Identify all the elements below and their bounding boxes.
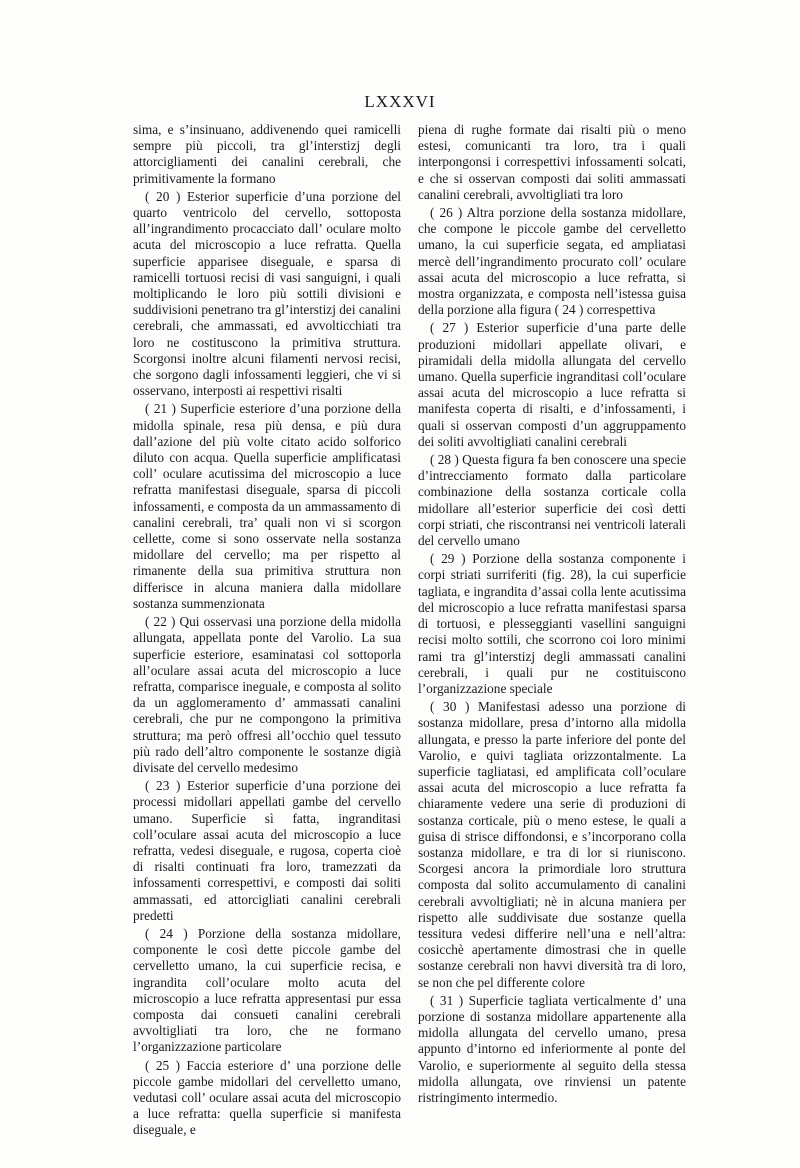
- paragraph: ( 24 ) Porzione della sostanza midollare, componente le così dette piccole gambe del cervelletto umano, la cui superficie recisa, e ingrandita coll’oculare molto acuta del microscopio a luce refratta appresentasi pur essa composta dai consueti canalini cerebrali avvoltigliati tra loro, che ne formano l’organizzazione particolare: [133, 925, 401, 1055]
- paragraph: ( 30 ) Manifestasi adesso una porzione di sostanza midollare, presa d’intorno alla midolla allungata, e presso la parte inferiore del ponte del Varolio, e quivi tagliata orizzontalmente. La superficie tagliatasi, ed amplificata coll’oculare assai acuta del microscopio a luce refratta fa chiaramente vedere una serie di produzioni di sostanza corticale, più o meno estese, le quali a guisa di strisce diffondonsi, e s’incorporano colla sostanza midollare, e tra di lor si riuniscono. Scorgesi ancora la primordiale loro struttura composta dal solito accumulamento di canalini cerebrali avvoltigliati; nè in alcuna maniera per rispetto alle suddivisate due sostanze quella tessitura vedesi differire nell’una e nell’altra: cosicchè apertamente dimostrasi che in quelle sostanze cerebrali non havvi diversità tra di loro, se non che pel differente colore: [418, 699, 686, 990]
- paragraph: ( 26 ) Altra porzione della sostanza midollare, che compone le piccole gambe del cervelletto umano, la cui superficie segata, ed ampliatasi mercè dell’ingrandimento procurato coll’ oculare assai acuta del microscopio a luce refratta, si mostra organizzata, e composta nell’istessa guisa della porzione alla figura ( 24 ) correspettiva: [418, 205, 686, 318]
- left-column: [133, 122, 401, 1141]
- paragraph: sima, e s’insinuano, addivenendo quei ramicelli sempre più piccoli, tra gl’interstizj degli attorcigliamenti dei canalini cerebrali, che primitivamente la formano: [133, 122, 401, 186]
- paragraph: ( 23 ) Esterior superficie d’una porzione dei processi midollari appellati gambe del cervello umano. Superficie sì fatta, ingranditasi coll’oculare assai acuta del microscopio a luce refratta, vedesi diseguale, e rugosa, coperta cioè di risalti continuati fra loro, tramezzati da infossamenti correspettivi, e composti dai soliti ammassati, ed attorcigliati canalini cerebrali predetti: [133, 778, 401, 923]
- paragraph: ( 31 ) Superficie tagliata verticalmente d’ una porzione di sostanza midollare appartenente alla midolla allungata del cervello umano, presa appunto d’intorno ed inferiormente al ponte del Varolio, e superiormente al seguito della stessa midolla allungata, ove rinviensi un patente ristringimento intermedio.: [418, 992, 686, 1105]
- paragraph: piena di rughe formate dai risalti più o meno estesi, comunicanti tra loro, tra i quali interpongonsi i correspettivi infossamenti solcati, e che si osservan composti dai soliti ammassati canalini cerebrali, avvoltigliati tra loro: [418, 122, 686, 202]
- paragraph: ( 29 ) Porzione della sostanza componente i corpi striati surriferiti (fig. 28), la cui superficie tagliata, e ingrandita d’assai colla lente acutissima del microscopio a luce refratta manifestasi sparsa di tortuosi, e plesseggianti vasellini sanguigni recisi molto sottili, che scorrono coi loro minimi rami tra gl’interstizj degli ammassati canalini cerebrali, i quali pur ne costituiscono l’organizzazione speciale: [418, 551, 686, 696]
- right-column: [418, 122, 686, 1108]
- paragraph: ( 25 ) Faccia esteriore d’ una porzione delle piccole gambe midollari del cervelletto umano, vedutasi coll’ oculare assai acuta del microscopio a luce refratta: quella superficie si manifesta diseguale, e: [133, 1057, 401, 1138]
- paragraph: ( 28 ) Questa figura fa ben conoscere una specie d’intrecciamento formato dalla particolare combinazione della sostanza corticale colla midollare all’esterior superficie dei così detti corpi striati, che riscontransi nei ventricoli laterali del cervello umano: [418, 452, 686, 549]
- paragraph: ( 22 ) Qui osservasi una porzione della midolla allungata, appellata ponte del Varolio. La sua superficie esteriore, esaminatasi col sottoporla all’oculare assai acuta del microscopio a luce refratta, comparisce ineguale, e composta al solito da un agglomeramento d’ ammassati canalini cerebrali, che pur ne compongono la primitiva struttura; ma però offresi all’occhio quel tessuto più rado dell’altro componente le sostanze digià divisate del cervello medesimo: [133, 614, 401, 775]
- paragraph: ( 20 ) Esterior superficie d’una porzione del quarto ventricolo del cervello, sottoposta all’ingrandimento procacciato dall’ oculare molto acuta del microscopio a luce refratta. Quella superficie apparisee diseguale, e sparsa di ramicelli tortuosi recisi di vasi sanguigni, i quali moltiplicando le loro più sottili divisioni e suddivisioni penetrano tra gl’interstizj dei canalini cerebrali, che ammassati, ed avvolticchiati tra loro ne costituscono la primitiva struttura. Scorgonsi inoltre alcuni filamenti nervosi recisi, che sorgono dagli infossamenti leggieri, che vi si osservano, interposti ai respettivi risalti: [133, 188, 401, 399]
- paragraph: ( 21 ) Superficie esteriore d’una porzione della midolla spinale, resa più densa, e più dura dall’azione del più volte citato acido solforico diluto con acqua. Quella superficie amplificatasi coll’ oculare acutissima del microscopio a luce refratta manifestasi diseguale, sparsa di piccoli infossamenti, e composta da un ammassamento di canalini cerebrali, tra’ quali non vi si scorgon cellette, come si sono osservate nella sostanza midollare del cervello; ma per rispetto al rimanente della sua primitiva struttura non differisce in alcuna maniera dalla midollare sostanza summenzionata: [133, 401, 401, 611]
- page-number: LXXXVI: [364, 92, 436, 111]
- paragraph: ( 27 ) Esterior superficie d’una parte delle produzioni midollari appellate olivari, e piramidali della midolla allungata del cervello umano. Quella superficie ingranditasi coll’oculare assai acuta del microscopio a luce refratta si manifesta coperta di risalti, e d’infossamenti, i quali si osservan composti d’un aggruppamento dei soliti avvoltigliati canalini cerebrali: [418, 320, 686, 449]
